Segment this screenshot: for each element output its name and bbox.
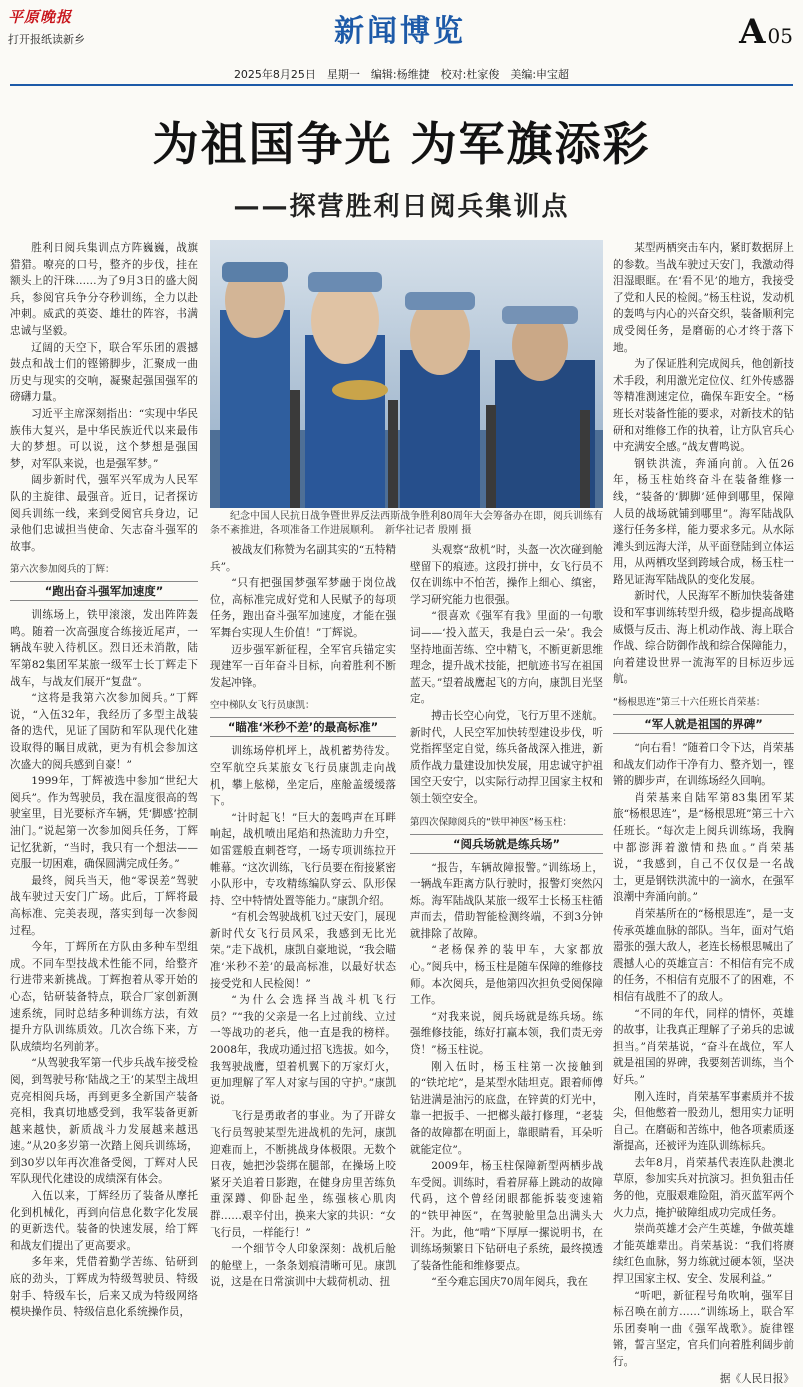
- section-kicker: 第四次保障阅兵的“铁甲神医”杨玉柱：: [410, 816, 572, 828]
- paragraph: 多年来，凭借着勤学苦练、钻研到底的劲头，丁辉成为特级驾驶员、特级射手、特级车长，后来又成为特级网络模块操作员、特级信息化系统操作员，: [10, 1256, 198, 1319]
- paragraph: “很喜欢《强军有我》里面的一句歌词——‘投入蓝天，我是白云一朵’。我会坚持地面苦练、空中精飞，不断更新思维理念，提升战术技能，把航迹书写在祖国蓝天。”望着战鹰起飞的方向，康凯目光坚定。: [410, 610, 603, 706]
- paragraph: “至今难忘国庆70周年阅兵，我在: [431, 1276, 588, 1289]
- paragraph: 入伍以来，丁辉经历了装备从摩托化到机械化，再到向信息化数字化发展的更新迭代。装备的快速发展，给丁辉和战友们提出了更高要求。: [10, 1190, 198, 1252]
- page-letter: A: [739, 12, 766, 52]
- paragraph: 训练场上，铁甲滚滚，发出阵阵轰鸣。随着一次高强度合练接近尾声，一辆战车驶入待机区。烈日还未消散，陆军第82集团军某旅一级军士长丁辉走下战车，与战友们展开“复盘”。: [10, 609, 198, 688]
- paragraph: 钢铁洪流，奔涌向前。入伍26年，杨玉柱始终奋斗在装备维修一线，“装备的‘脚脚’延伸到哪里，保障人员的战场就铺到哪里”。海军陆战队遂行任务多样，能力要求多元。从水际滩头到远海大洋，从平面登陆到立体运用，从两栖攻坚到跨域合成，杨玉柱一路见证海军陆战队的变化发展。: [613, 457, 794, 586]
- section-kicker: 第六次参加阅兵的丁辉：: [10, 564, 115, 576]
- paragraph: “计时起飞！”巨大的轰鸣声在耳畔响起，战机喷出尾焰和热流助力升空，如雷霆般直刺苍穹，一场专项训练拉开帷幕。“这次训练，飞行员要在衔接紧密小队形中，专攻精练编队穿云、队形保持、空中特情处置等能力。”康凯介绍。: [210, 811, 396, 907]
- paragraph: 去年8月，肖荣基代表连队赴澳北草原，参加实兵对抗演习。担负狙击任务的他，克服艰难险阻，消灭蓝军两个火力点，掩护破障组成功完成任务。: [613, 1156, 794, 1219]
- section-kicker: “杨根思连”第三十六任班长肖荣基：: [613, 697, 766, 709]
- article-column-1: [10, 240, 198, 1319]
- paragraph: 最终，阅兵当天，他“零误差”驾驶战车驶过天安门广场。此后，丁辉将最高标准、完美表现，落实到每一次参阅过程。: [10, 874, 198, 937]
- newspaper-name: 平原晚报: [8, 8, 73, 26]
- page-digits: 05: [767, 24, 793, 48]
- soldier-figure: [220, 262, 290, 508]
- paragraph: 崇尚英雄才会产生英雄，争做英雄才能英雄辈出。肖荣基说：“我们将赓续红色血脉，努力练就过硬本领，坚决捍卫国家主权、安全、发展利益。”: [613, 1223, 794, 1286]
- paragraph: 辽阔的天空下，联合军乐团的震撼鼓点和战士们的铿锵脚步，汇聚成一曲历史与现实的交响，凝聚起强国强军的磅礴力量。: [10, 341, 198, 404]
- paragraph: 训练场停机坪上，战机蓄势待发。空军航空兵某旅女飞行员康凯走向战机，攀上舷梯，坐定后，座舱盖缓缓落下。: [210, 745, 396, 808]
- issue-meta-line: 2025年8月25日 星期一 编辑:杨维捷 校对:杜家俊 美编:申宝超: [233, 68, 570, 81]
- paragraph: 为了保证胜利完成阅兵，他创新技术手段，利用激光定位仪、红外传感器等精准测速定位，确保车距安全。“杨班长对装备性能的要求，对新技术的钻研和对维修工作的执着，让方队官兵心中充满安全感。”战友曹鸣说。: [613, 358, 794, 454]
- photo-caption: 纪念中国人民抗日战争暨世界反法西斯战争胜利80周年大会筹备办在即，阅兵训练有条不紊推进，各项准备工作进展顺利。 新华社记者 殷刚 摄: [210, 511, 603, 536]
- section-subtitle: “阅兵场就是练兵场”: [410, 834, 603, 854]
- section-subtitle: “军人就是祖国的界碑”: [613, 714, 794, 734]
- page-number: [739, 12, 793, 52]
- paragraph: 头观察“敌机”时，头盔一次次碰到舱壁留下的痕迹。这段打拼中，女飞行员不仅在训练中不怕苦，操作上细心、缜密，学习研究能力也很强。: [410, 544, 603, 606]
- section-subtitle: “跑出奋斗强军加速度”: [10, 581, 198, 601]
- paragraph: 习近平主席深刻指出：“实现中华民族伟大复兴，是中华民族近代以来最伟大的梦想。可以说，这个梦想是强国梦，对军队来说，也是强军梦。”: [10, 407, 198, 470]
- paragraph: “听吧，新征程号角吹响，强军目标召唤在前方……”训练场上，联合军乐团奏响一曲《强军战歌》。旋律铿锵，誓言坚定，官兵们向着胜利阔步前行。: [613, 1289, 794, 1368]
- header-rule: [10, 84, 793, 86]
- article-headline: 为祖国争光 为军旗添彩: [152, 117, 651, 171]
- source-credit: 据《人民日报》: [719, 1372, 794, 1385]
- paragraph: 飞行是勇敢者的事业。为了开辟女飞行员驾驶某型先进战机的先河，康凯迎难而上，不断挑战身体极限。无数个日夜，她把沙袋绑在腿部，在操场上咬紧牙关追着日影跑，在健身房里苦练负重深蹲、仰卧起坐，练强核心肌肉群……艰辛付出，换来大家的共识：“女飞行员，一样能行！”: [210, 1110, 396, 1239]
- paragraph: “只有把强国梦强军梦融于岗位战位，高标准完成好党和人民赋予的每项任务，跑出奋斗强军加速度，才能在强军舞台实现人生价值！”丁辉说。: [210, 577, 396, 639]
- paragraph: 刚入伍时，杨玉柱第一次接触到的“铁坨坨”，是某型水陆坦克。跟着师傅钻进满是油污的底盘，在锌黄的灯光中，靠一把扳手、一把榔头敲打修理，“老装备的故障都在明面上，靠眼睛看，耳朵听就能定位”。: [410, 1060, 603, 1156]
- paragraph: 刚入连时，肖荣基军事素质并不拔尖，但他憋着一股劲儿，想用实力证明自己。在磨砺和苦练中，他各项素质逐渐提高，还被评为连队训练标兵。: [613, 1090, 794, 1153]
- article-column-3: [410, 542, 603, 1289]
- paragraph: 肖荣基所在的“杨根思连”，是一支传承英雄血脉的部队。当年，面对气焰嚣张的强大敌人，老连长杨根思喊出了震撼人心的英雄宣言：不相信有完不成的任务，不相信有克服不了的困难，不相信有战胜不了的敌人。: [613, 907, 794, 1003]
- paragraph: 2009年，杨玉柱保障新型两栖步战车受阅。训练时，看着屏幕上跳动的故障代码，这个曾经闭眼都能拆装变速箱的“铁甲神医”，在驾驶舱里急出满头大汗。为此，他“啃”下厚厚一摞说明书，在训练场频繁日下钻研电子系统，最终摸透了装备性能和维修要点。: [410, 1160, 603, 1272]
- photo-soldiers-illustration: [210, 240, 603, 508]
- paragraph: “报告，车辆故障报警。”训练场上，一辆战车距离方队行驶时，报警灯突然闪烁。海军陆战队某旅一级军士长杨玉柱循声而去，借助智能检测终端，不到3分钟就排除了故障。: [410, 861, 603, 940]
- news-photo: [210, 240, 603, 508]
- newspaper-slogan: 打开报纸读新乡: [8, 33, 85, 46]
- paragraph: “这将是我第六次参加阅兵。”丁辉说，“入伍32年，我经历了多型主战装备的迭代，见证了国防和军队现代化建设取得的瞩目成就，更为有机会参加这次盛大的阅兵感到自豪！”: [10, 692, 198, 771]
- section-subtitle: “瞄准‘米秒不差’的最高标准”: [210, 717, 396, 737]
- paragraph: 被战友们称赞为名副其实的“五特精兵”。: [210, 544, 396, 573]
- article-subheadline: ——探营胜利日阅兵集训点: [233, 192, 570, 222]
- section-title: 新闻博览: [334, 14, 466, 49]
- soldier-figure: [305, 272, 388, 508]
- paragraph: “从驾驶我军第一代步兵战车接受检阅，到驾驶号称‘陆战之王’的某型主战坦克亮相阅兵场，再到更多全新国产装备亮相，我真切地感受到，我军装备更新越来越快，新质战斗力发展越来越迅速。”从20多岁第一次踏上阅兵训练场，到30岁以年再次准备受阅，丁辉对人民军队现代化建设的成绩深有体会。: [10, 1057, 198, 1186]
- paragraph: 今年，丁辉所在方队由多种车型组成。不同车型技战术性能不同，给整齐行进带来新挑战。丁辉抱着从零开始的心态，钻研装备特点，联合厂家创新测速系统，同时总结多种训练方法，有效提升方队训练质效。几次合练下来，方队成绩均名列前茅。: [10, 941, 198, 1053]
- section-kicker: 空中梯队女飞行员康凯：: [210, 700, 315, 712]
- paragraph: 1999年，丁辉被选中参加“世纪大阅兵”。作为驾驶员，我在温度很高的驾驶室里，目光要标齐车辆，凭‘脚感’控制油门。”说起第一次参加阅兵任务，丁辉记忆犹新，“当时，我只有一个想法——克服一切困难，确保圆满完成任务。”: [10, 775, 198, 871]
- article-column-4: [613, 240, 794, 1385]
- article-column-2: [210, 542, 396, 1289]
- paragraph: 某型两栖突击车内，紧盯数据屏上的参数。当战车驶过天安门，我激动得泪湿眼眶。在‘看不见’的地方，我接受了党和人民的检阅。”杨玉柱说，发动机的轰鸣与内心的兴奋交织，装备顺利完成受阅任务，是磨砺的心才终于落下地。: [613, 242, 794, 354]
- paragraph: 肖荣基来自陆军第83集团军某旅“杨根思连”，是“杨根思班”第三十六任班长。“每次走上阅兵训练场，我胸中都澎湃着激情和热血。”肖荣基说，“我感到，自己不仅仅是一名战士，更是钢铁洪流中的一滴水，在强军浪潮中奔涌向前。”: [613, 791, 794, 904]
- newspaper-brand: [8, 6, 118, 54]
- paragraph: 新时代，人民海军不断加快装备建设和军事训练转型升级，稳步提高战略威慑与反击、海上机动作战、海上联合作战、综合防御作战和综合保障能力，向着建设世界一流海军的目标迈步远航。: [613, 590, 794, 686]
- paragraph: “向右看！”随着口令下达，肖荣基和战友们动作干净有力、整齐划一，铿锵的脚步声，在训练场经久回响。: [613, 742, 794, 788]
- paragraph: “为什么会选择当战斗机飞行员？”“我的父亲是一名上过前线、立过一等战功的老兵，他一直是我的榜样。2008年，我成功通过招飞选拔。如今，我驾驶战鹰，望着机翼下的万家灯火，更加理解了军人对家与国的守护。”康凯说。: [210, 994, 396, 1106]
- paragraph: 阔步新时代，强军兴军成为人民军队的主旋律、最强音。近日，记者探访阅兵训练一线，来到受阅官兵身边，记录他们忠诚担当使命、矢志奋斗强军的故事。: [10, 474, 198, 553]
- paragraph: 迈步强军新征程，全军官兵锚定实现建军一百年奋斗目标，向着胜利不断发起冲锋。: [210, 643, 396, 689]
- paragraph: 胜利日阅兵集训点方阵巍巍，战旗猎猎。嘹亮的口号，整齐的步伐，挂在额头上的汗珠……为了9月3日的盛大阅兵，参阅官兵争分夺秒训练，全力以赴冲刺。威武的英姿、雄壮的阵容，书满忠诚与坚毅。: [10, 242, 198, 337]
- paragraph: “有机会驾驶战机飞过天安门，展现新时代女飞行员风采，我感到无比光荣。”走下战机，康凯自豪地说，“我会瞄准‘米秒不差’的最高标准，以最好状态接受党和人民检阅！”: [210, 911, 396, 990]
- paragraph: 一个细节令人印象深刻：战机后舱的舱壁上，一条条划痕清晰可见。康凯说，这是在日常演训中大载荷机动、扭: [210, 1243, 396, 1289]
- paragraph: “对我来说，阅兵场就是练兵场。练强维修技能，练好打赢本领，我们责无旁贷！”杨玉柱说。: [410, 1010, 603, 1057]
- paragraph: 搏击长空心向党，飞行万里不迷航。新时代，人民空军加快转型建设步伐，听党指挥坚定自觉，练兵备战深入推进，新质作战力量建设加快发展，用忠诚守护祖国空天安宁，以实际行动捍卫国家主权和领土领空安全。: [410, 709, 603, 805]
- soldier-figure: [400, 292, 480, 508]
- paragraph: “不同的年代，同样的情怀，英雄的故事，让我真正理解了子弟兵的忠诚担当。”肖荣基说，“奋斗在战位，军人就是祖国的界碑，我要刻苦训练，当个好兵。”: [613, 1007, 794, 1086]
- paragraph: “老杨保养的装甲车，大家都放心。”阅兵中，杨玉柱是随车保障的维修技师。本次阅兵，是他第四次担负受阅保障工作。: [410, 944, 603, 1007]
